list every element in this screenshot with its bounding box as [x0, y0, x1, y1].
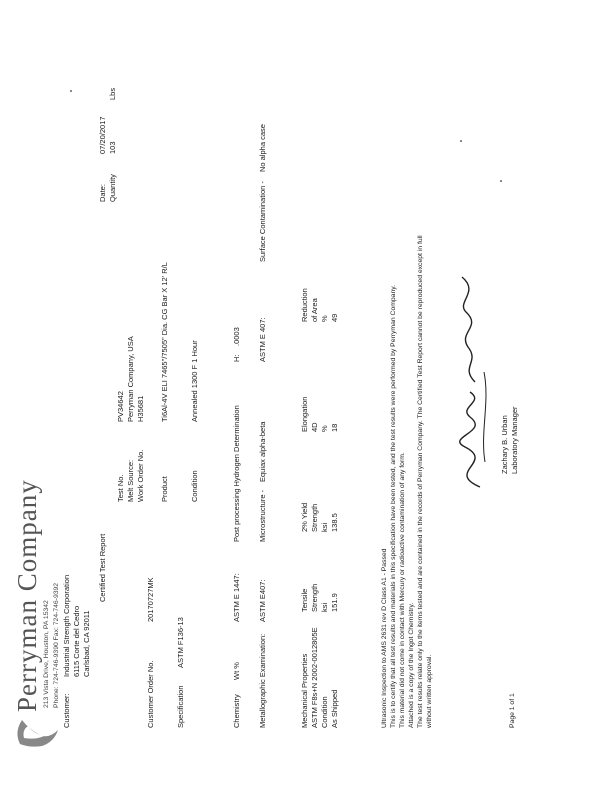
report-title: Certified Test Report: [98, 533, 107, 602]
specification-label: Specification: [176, 685, 185, 728]
condition-label: Condition: [190, 470, 199, 502]
work-order-value: H35681: [136, 395, 145, 422]
mechanical-row-label: As Shipped: [330, 689, 339, 728]
customer-label: Customer:: [62, 693, 71, 728]
surface-value: No alpha case: [258, 124, 267, 172]
perryman-logo-icon: [14, 714, 64, 750]
mech-col-header: Elongation: [300, 396, 309, 432]
customer-city: Carlsbad, CA 92011: [82, 610, 91, 677]
metallographic-label: Metallographic Examination:: [258, 633, 267, 728]
product-value: Ti6Al-4V ELI 7465"/7505" Dia. CG Bar X 12' R/L: [160, 262, 169, 422]
note-line: Attached is a copy of the Ingot Chemistry.: [408, 602, 415, 728]
surface-label: Surface Contamination -: [258, 181, 267, 262]
chemistry-unit: Wt %: [232, 662, 241, 680]
mech-col-header: Reduction: [300, 288, 309, 322]
note-line: This is to certify that all test results and materials in this specification have been tested, and the test results were performed by Perryman Company.: [390, 284, 397, 728]
company-contact: Phone: 724-746-9390 Fax: 724-746-9392: [53, 582, 60, 708]
chemistry-method: ASTM E 1447:: [232, 573, 241, 622]
mech-col-unit: %: [320, 425, 329, 432]
melt-source-label: Melt Source:: [126, 459, 135, 502]
note-line: The test results relate only to the items tested and are contained in the records of Perryman Company. The Certified Test Report cannot be reproduced except in full: [417, 235, 424, 728]
page-number: Page 1 of 1: [509, 693, 516, 728]
metallographic-method: ASTM E407:: [258, 579, 267, 622]
scan-speck: [500, 181, 502, 183]
test-no-value: PV34642: [116, 391, 125, 422]
mech-col-header: Tensile: [300, 588, 309, 612]
chemistry-label: Chemistry: [232, 694, 241, 728]
note-line: This material did not come in contact with Mercury or radioactive contamination of any form.: [399, 452, 406, 728]
customer-order-value: 20170727MK: [146, 577, 155, 622]
mech-col-unit: ksi: [320, 602, 329, 612]
mech-col-header: Strength: [310, 583, 319, 612]
quantity-unit: Lbs: [108, 87, 117, 100]
specification-value: ASTM F136-13: [176, 617, 185, 668]
condition-value: Annealed 1300 F 1 Hour: [190, 340, 199, 422]
mechanical-spec: ASTM F8s+N 2002-0012805E: [310, 627, 319, 728]
mech-col-unit: %: [320, 315, 329, 322]
company-address: 213 Vista Drive, Houston, PA 15342: [43, 600, 50, 708]
signatory-title: Laboratory Manager: [510, 406, 519, 474]
product-label: Product: [160, 476, 169, 502]
work-order-label: Work Order No.: [136, 449, 145, 502]
customer-order-label: Customer Order No.: [146, 660, 155, 728]
date-label: Date:: [98, 184, 107, 202]
hydrogen-label: H:: [232, 354, 241, 362]
signature-icon: [440, 262, 500, 492]
note-line: Ultrasonic Inspection to AMS 2631 rev D Class A1 - Passed: [381, 548, 388, 728]
mech-col-value: 49: [330, 313, 339, 322]
test-no-label: Test No.: [116, 474, 125, 502]
melt-source-value: Perryman Company, USA: [126, 336, 135, 422]
microstructure-label: Microstructure -: [258, 489, 267, 542]
scan-speck: [460, 141, 462, 143]
hydrogen-value: .0003: [232, 327, 241, 346]
quantity-label: Quantity: [108, 174, 117, 202]
mech-col-value: 138.5: [330, 513, 339, 532]
mech-col-header: of Area: [310, 298, 319, 322]
mech-col-value: 18: [330, 423, 339, 432]
surface-method: ASTM E 407:: [258, 317, 267, 362]
mech-col-header: Strength: [310, 503, 319, 532]
microstructure-value: Equiax alpha-beta: [258, 421, 267, 482]
quantity-value: 103: [108, 141, 117, 154]
company-name: Perryman Company: [12, 479, 42, 712]
note-line: without written approval.: [426, 654, 433, 728]
signatory-name: Zachary B. Urban: [500, 415, 509, 474]
mechanical-title: Mechanical Properties: [300, 653, 309, 728]
date-value: 07/20/2017: [98, 116, 107, 154]
chemistry-note: Post processing Hydrogen Determination: [232, 405, 241, 542]
mech-col-value: 151.9: [330, 593, 339, 612]
scan-speck: [70, 91, 72, 93]
mech-col-header: 2% Yield: [300, 502, 309, 532]
mechanical-row-label: Condition: [320, 696, 329, 728]
customer-street: 6115 Corte del Cedro: [72, 605, 81, 677]
mech-col-unit: ksi: [320, 522, 329, 532]
customer-name: Industrial Strength Corporation: [62, 574, 71, 677]
mech-col-header: 4D: [310, 422, 319, 432]
